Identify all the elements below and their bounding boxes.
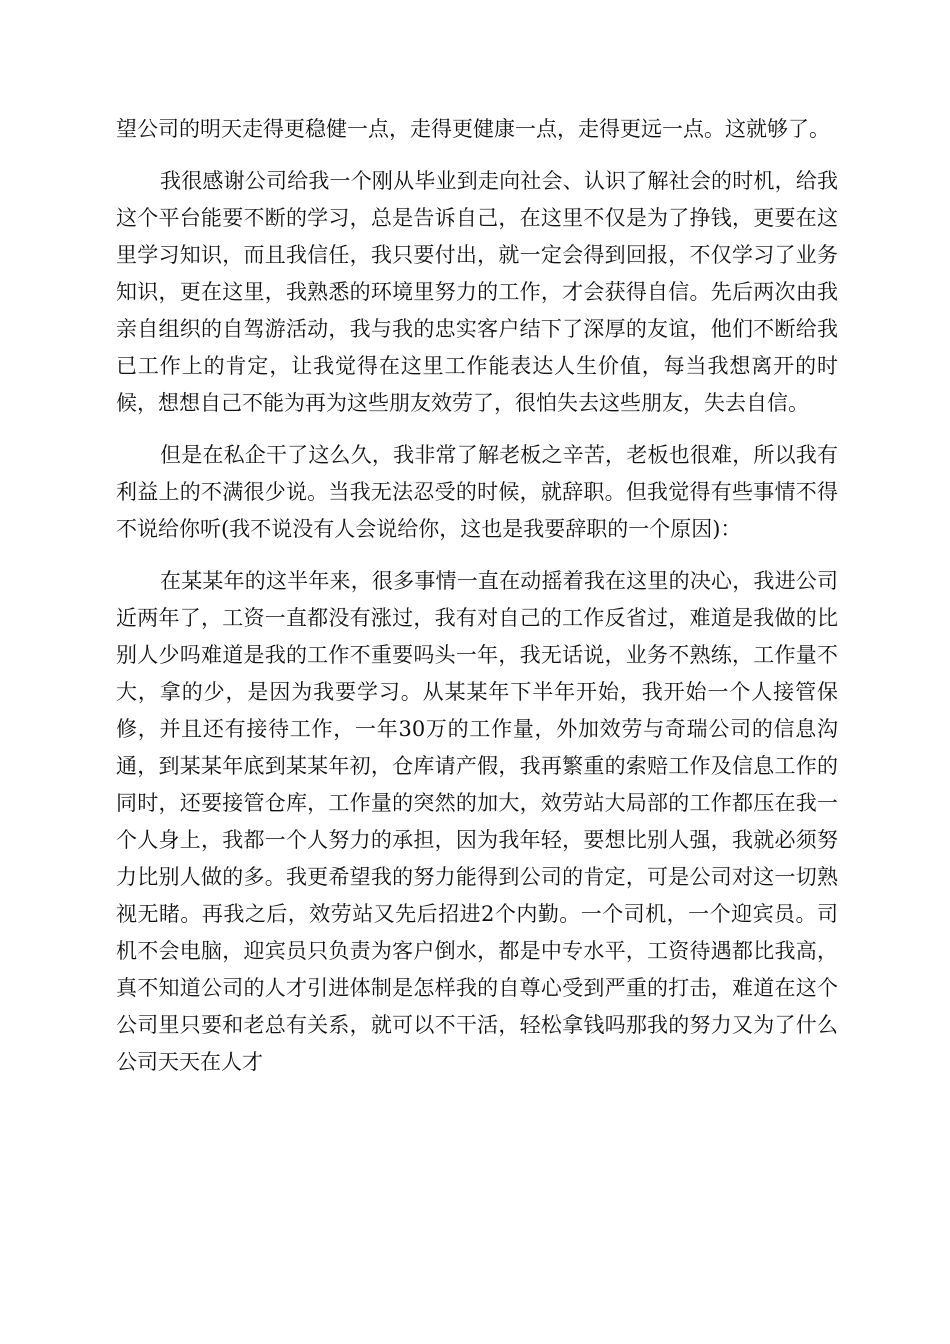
document-body [116, 111, 838, 1081]
paragraph-4: 在某某年的这半年来，很多事情一直在动摇着我在这里的决心，我进公司近两年了，工资一直都没有涨过，我有对自己的工作反省过，难道是我做的比别人少吗难道是我的工作不重要吗头一年，我无话说，业务不熟练，工作量不大，拿的少，是因为我要学习。从某某年下半年开始，我开始一个人接管保修，并且还有接待工作，一年30万的工作量，外加效劳与奇瑞公司的信息沟通，到某某年底到某某年初，仓库请产假，我再繁重的索赔工作及信息工作的同时，还要接管仓库，工作量的突然的加大，效劳站大局部的工作都压在我一个人身上，我都一个人努力的承担，因为我年轻，要想比别人强，我就必须努力比别人做的多。我更希望我的努力能得到公司的肯定，可是公司对这一切熟视无睹。再我之后，效劳站又先后招进2个内勤。一个司机，一个迎宾员。司机不会电脑，迎宾员只负责为客户倒水，都是中专水平，工资待遇都比我高，真不知道公司的人才引进体制是怎样我的自尊心受到严重的打击，难道在这个公司里只要和老总有关系，就可以不干活，轻松拿钱吗那我的努力又为了什么公司天天在人才 [116, 569, 838, 1074]
paragraph-2: 我很感谢公司给我一个刚从毕业到走向社会、认识了解社会的时机，给我这个平台能要不断的学习，总是告诉自己，在这里不仅是为了挣钱，更要在这里学习知识，而且我信任，我只要付出，就一定会得到回报，不仅学习了业务知识，更在这里，我熟悉的环境里努力的工作，才会获得自信。先后两次由我亲自组织的自驾游活动，我与我的忠实客户结下了深厚的友谊，他们不断给我已工作上的肯定，让我觉得在这里工作能表达人生价值，每当我想离开的时候，想想自己不能为再为这些朋友效劳了，很怕失去这些朋友，失去自信。 [116, 169, 838, 415]
paragraph-3: 但是在私企干了这么久，我非常了解老板之辛苦，老板也很难，所以我有利益上的不满很少说。当我无法忍受的时候，就辞职。但我觉得有些事情不得不说给你听(我不说没有人会说给你，这也是我要辞职的一个原因)： [116, 443, 838, 541]
paragraph-1: 望公司的明天走得更稳健一点，走得更健康一点，走得更远一点。这就够了。 [116, 117, 830, 141]
